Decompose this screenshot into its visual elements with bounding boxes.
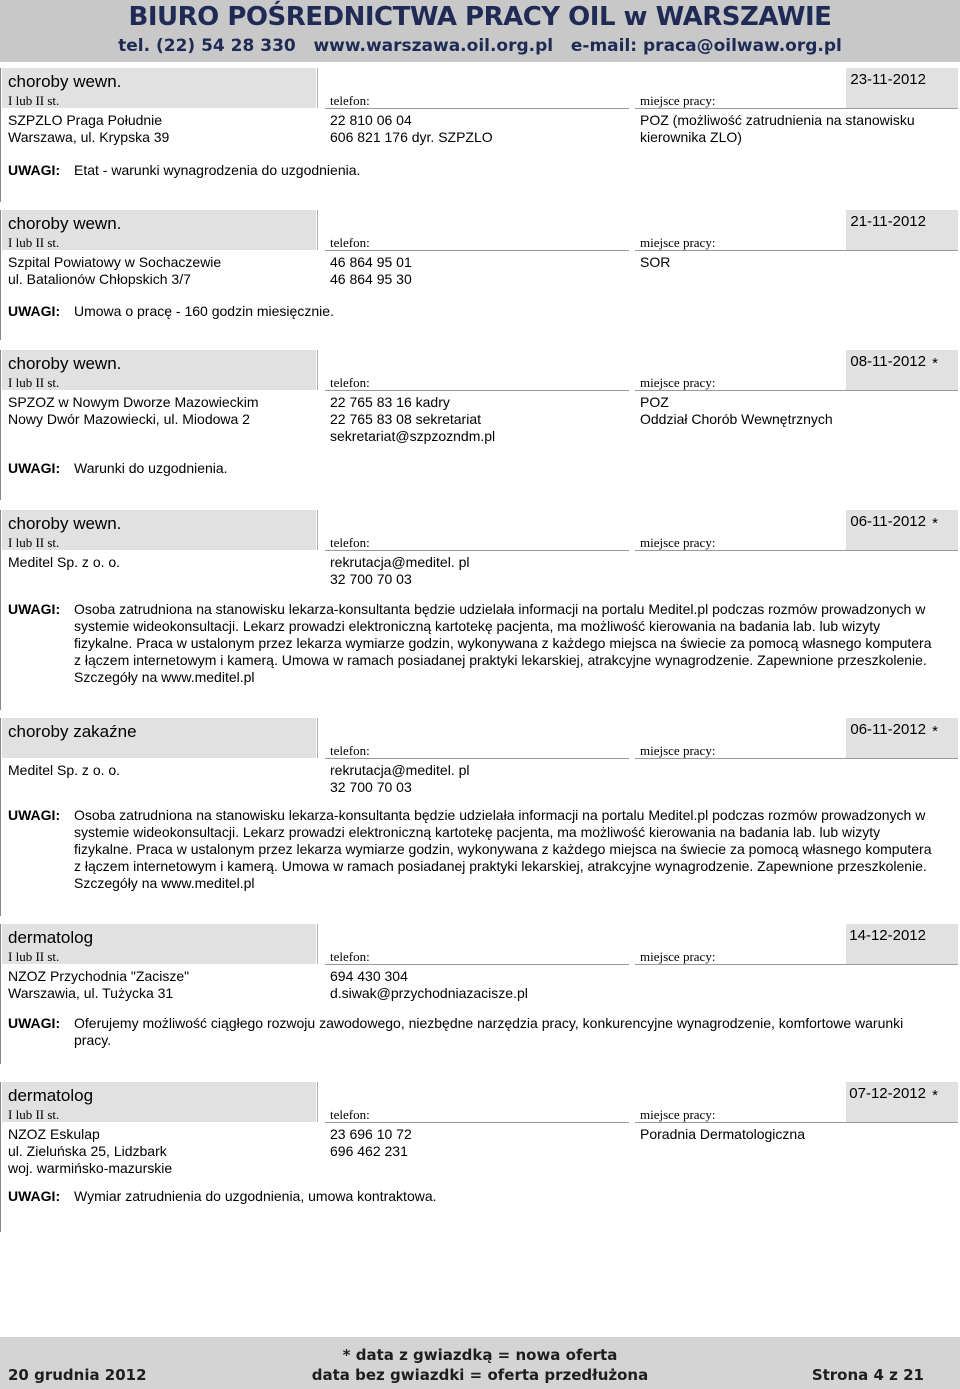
workplace-label: miejsce pracy: (640, 93, 716, 108)
employer (8, 1126, 172, 1177)
new-offer-star: * (932, 355, 938, 372)
offer-category: choroby wewn. (8, 214, 122, 233)
offer-date: 06-11-2012 (850, 721, 926, 738)
employer-line: ul. Zieluńska 25, Lidzbark (8, 1143, 167, 1159)
workplace-line: Poradnia Dermatologiczna (640, 1126, 805, 1142)
phone-line: 22 765 83 08 sekretariat (330, 411, 481, 427)
phone-contacts (330, 394, 495, 445)
notes-label: UWAGI: (8, 303, 61, 319)
workplace-line: POZ (możliwość zatrudnienia na stanowisku (640, 112, 915, 128)
offer-notes: Etat - warunki wynagrodzenia do uzgodnienia. (74, 162, 361, 178)
header-divider (317, 718, 318, 758)
employer-line: NZOZ Eskulap (8, 1126, 100, 1142)
header-divider (317, 210, 318, 250)
phone-line: 696 462 231 (330, 1143, 408, 1159)
workplace-label: miejsce pracy: (640, 1107, 716, 1122)
phone-label: telefon: (330, 375, 370, 390)
phone-line: rekrutacja@meditel. pl (330, 762, 470, 778)
left-rule (0, 210, 1, 340)
page-footer (0, 1337, 960, 1389)
job-offer (0, 68, 960, 202)
workplace-line: kierownika ZLO) (640, 129, 742, 145)
notes-label: UWAGI: (8, 162, 61, 178)
employer (8, 762, 120, 779)
offer-date: 08-11-2012 (850, 353, 926, 370)
employer-line: Meditel Sp. z o. o. (8, 762, 121, 778)
job-offer (0, 510, 960, 710)
phone-line: 694 430 304 (330, 968, 408, 984)
phone-underline (325, 108, 629, 109)
level-label: I lub II st. (8, 93, 60, 108)
offer-notes: Wymiar zatrudnienia do uzgodnienia, umowa kontraktowa. (74, 1188, 437, 1204)
phone-underline (325, 964, 629, 965)
employer-line: SZPZLO Praga Południe (8, 112, 163, 128)
level-label: I lub II st. (8, 375, 60, 390)
phone-line: 606 821 176 dyr. SZPZLO (330, 129, 493, 145)
office-contact: tel. (22) 54 28 330 www.warszawa.oil.org.pl e-mail: praca@oilwaw.org.pl (118, 36, 842, 56)
workplace (640, 112, 915, 146)
employer-line: SPZOZ w Nowym Dworze Mazowieckim (8, 394, 259, 410)
employer (8, 554, 120, 571)
employer (8, 968, 189, 1002)
phone-label: telefon: (330, 949, 370, 964)
legend-extended: data bez gwiazdki = oferta przedłużona (311, 1366, 649, 1384)
employer (8, 254, 221, 288)
print-date: 20 grudnia 2012 (8, 1366, 147, 1384)
offer-category: choroby zakaźne (8, 722, 137, 741)
employer-line: woj. warmińsko-mazurskie (8, 1160, 173, 1176)
notes-label: UWAGI: (8, 1015, 61, 1031)
offer-date: 14-12-2012 (849, 927, 926, 944)
left-rule (0, 68, 1, 202)
employer (8, 394, 258, 428)
phone-label: telefon: (330, 743, 370, 758)
offer-category: choroby wewn. (8, 72, 122, 91)
job-offer (0, 718, 960, 916)
workplace (640, 1126, 805, 1143)
level-label: I lub II st. (8, 235, 60, 250)
workplace-line: POZ (640, 394, 669, 410)
phone-line: 32 700 70 03 (330, 779, 412, 795)
employer-line: Warszawa, ul. Krypska 39 (8, 129, 170, 145)
header-divider (317, 1082, 318, 1122)
notes-label: UWAGI: (8, 601, 61, 617)
job-offer (0, 350, 960, 500)
phone-contacts (330, 554, 470, 588)
employer-line: NZOZ Przychodnia "Zacisze" (8, 968, 190, 984)
employer-line: Meditel Sp. z o. o. (8, 554, 121, 570)
offer-category: dermatolog (8, 1086, 94, 1105)
phone-contacts (330, 1126, 412, 1160)
page-header (0, 0, 960, 62)
offer-date: 23-11-2012 (850, 71, 926, 88)
left-rule (0, 510, 1, 710)
left-rule (0, 718, 1, 916)
phone-contacts (330, 112, 493, 146)
phone-line: 22 810 06 04 (330, 112, 412, 128)
level-label: I lub II st. (8, 1107, 60, 1122)
office-title: BIURO POŚREDNICTWA PRACY OIL w WARSZAWIE (128, 2, 832, 32)
job-offer (0, 924, 960, 1064)
header-divider (317, 68, 318, 108)
offer-notes: Umowa o pracę - 160 godzin miesięcznie. (74, 303, 334, 319)
page-number: Strona 4 z 21 (811, 1366, 924, 1384)
phone-line: 23 696 10 72 (330, 1126, 412, 1142)
offer-date: 07-12-2012 (849, 1085, 926, 1102)
phone-contacts (330, 968, 528, 1002)
workplace-label: miejsce pracy: (640, 949, 716, 964)
employer (8, 112, 169, 146)
header-divider (317, 350, 318, 390)
notes-label: UWAGI: (8, 1188, 61, 1204)
offer-category: choroby wewn. (8, 354, 122, 373)
offer-notes: Oferujemy możliwość ciągłego rozwoju zawodowego, niezbędne narzędzia pracy, konkurencyjne wynagrodzenie, komfortowe warunki pracy. (74, 1015, 904, 1048)
phone-line: rekrutacja@meditel. pl (330, 554, 470, 570)
left-rule (0, 350, 1, 500)
phone-underline (325, 250, 629, 251)
phone-label: telefon: (330, 235, 370, 250)
workplace-label: miejsce pracy: (640, 535, 716, 550)
new-offer-star: * (932, 723, 938, 740)
employer-line: ul. Batalionów Chłopskich 3/7 (8, 271, 191, 287)
offer-category: choroby wewn. (8, 514, 122, 533)
date-box (846, 68, 958, 108)
workplace-underline (635, 758, 958, 759)
header-divider (317, 510, 318, 550)
workplace-underline (635, 250, 958, 251)
workplace (640, 394, 833, 428)
phone-label: telefon: (330, 535, 370, 550)
header-divider (317, 924, 318, 964)
new-offer-star: * (932, 1087, 938, 1104)
offer-notes: Warunki do uzgodnienia. (74, 460, 228, 476)
left-rule (0, 924, 1, 1064)
phone-line: 46 864 95 30 (330, 271, 412, 287)
date-box (846, 210, 958, 250)
phone-underline (325, 1122, 629, 1123)
phone-line: sekretariat@szpzozndm.pl (330, 428, 496, 444)
workplace-label: miejsce pracy: (640, 235, 716, 250)
phone-line: 46 864 95 01 (330, 254, 412, 270)
phone-underline (325, 758, 629, 759)
level-label: I lub II st. (8, 535, 60, 550)
date-box (846, 510, 958, 550)
phone-contacts (330, 762, 470, 796)
workplace-line: Oddział Chorób Wewnętrznych (640, 411, 833, 427)
workplace-underline (635, 964, 958, 965)
legend-new: * data z gwiazdką = nowa oferta (342, 1346, 618, 1364)
workplace-label: miejsce pracy: (640, 743, 716, 758)
offer-date: 06-11-2012 (850, 513, 926, 530)
phone-underline (325, 390, 629, 391)
workplace-underline (635, 550, 958, 551)
date-box (846, 924, 958, 964)
date-box (846, 350, 958, 390)
employer-line: Szpital Powiatowy w Sochaczewie (8, 254, 222, 270)
workplace-underline (635, 108, 958, 109)
left-rule (0, 1082, 1, 1232)
phone-line: d.siwak@przychodniazacisze.pl (330, 985, 528, 1001)
notes-label: UWAGI: (8, 807, 61, 823)
workplace-underline (635, 1122, 958, 1123)
date-box (846, 1082, 958, 1122)
workplace-line: SOR (640, 254, 671, 270)
notes-label: UWAGI: (8, 460, 61, 476)
date-box (846, 718, 958, 758)
workplace-label: miejsce pracy: (640, 375, 716, 390)
workplace-underline (635, 390, 958, 391)
phone-underline (325, 550, 629, 551)
phone-line: 32 700 70 03 (330, 571, 412, 587)
phone-contacts (330, 254, 412, 288)
phone-line: 22 765 83 16 kadry (330, 394, 450, 410)
job-offer (0, 210, 960, 340)
offer-notes: Osoba zatrudniona na stanowisku lekarza-konsultanta będzie udzielała informacji na portalu Meditel.pl podczas rozmów prowadzonych w systemie wideokonsultacji. Lekarz prowadzi elektroniczną kartotekę pacjenta, ma możliwość kierowania na badania lab. lub wizyty fizykalne. Praca w ustalonym przez lekarza wymiarze godzin, wykonywana z każdego miejsca na świecie za pomocą własnego komputera z łączem internetowym i kamerą. Umowa w ramach posiadanej praktyki lekarskiej, atrakcyjne wynagrodzenie. Zapewnione przeszkolenie. Szczegóły na www.meditel.pl (74, 601, 932, 685)
offer-date: 21-11-2012 (850, 213, 926, 230)
level-label: I lub II st. (8, 949, 60, 964)
offer-category: dermatolog (8, 928, 94, 947)
new-offer-star: * (932, 515, 938, 532)
job-offer (0, 1082, 960, 1232)
offer-notes: Osoba zatrudniona na stanowisku lekarza-konsultanta będzie udzielała informacji na portalu Meditel.pl podczas rozmów prowadzonych w systemie wideokonsultacji. Lekarz prowadzi elektroniczną kartotekę pacjenta, ma możliwość kierowania na badania lab. lub wizyty fizykalne. Praca w ustalonym przez lekarza wymiarze godzin, wykonywana z każdego miejsca na świecie za pomocą własnego komputera z łączem internetowym i kamerą. Umowa w ramach posiadanej praktyki lekarskiej, atrakcyjne wynagrodzenie. Zapewnione przeszkolenie. Szczegóły na www.meditel.pl (74, 807, 932, 891)
phone-label: telefon: (330, 1107, 370, 1122)
employer-line: Warszawia, ul. Tużycka 31 (8, 985, 174, 1001)
employer-line: Nowy Dwór Mazowiecki, ul. Miodowa 2 (8, 411, 250, 427)
workplace (640, 254, 670, 271)
phone-label: telefon: (330, 93, 370, 108)
